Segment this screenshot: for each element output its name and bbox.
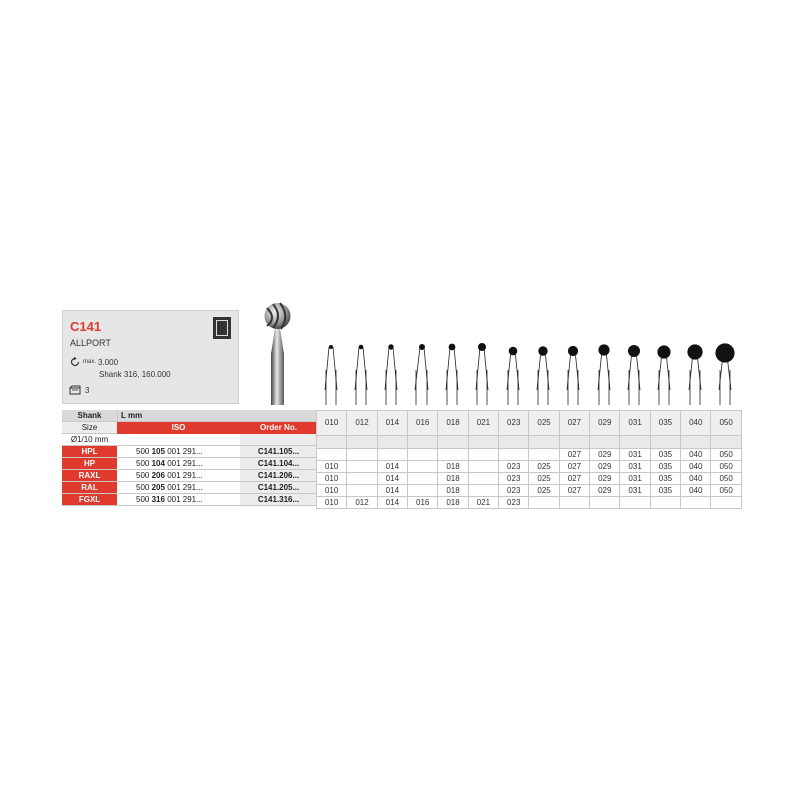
bur-shape-035 (657, 345, 670, 405)
size-cell: 031 (620, 461, 650, 473)
table-row (62, 470, 317, 482)
size-cell (408, 449, 438, 461)
size-cell: 050 (711, 449, 741, 461)
table-row (317, 461, 742, 473)
pack-info (69, 385, 89, 395)
size-cell (529, 449, 559, 461)
shank-speed: Shank 316, 160.000 (99, 370, 171, 379)
bur-shape-031 (628, 345, 640, 405)
shank-type: RAL (62, 482, 117, 494)
size-cell: 018 (438, 461, 468, 473)
length-header-fill (240, 410, 317, 422)
size-cell: 031 (620, 485, 650, 497)
order-number: C141.316... (240, 494, 317, 506)
size-cell: 029 (590, 485, 620, 497)
spec-size-row (62, 422, 317, 434)
bur-shape-040 (687, 344, 702, 405)
shank-type: FGXL (62, 494, 117, 506)
size-table (316, 410, 742, 509)
bur-shape-010 (325, 345, 337, 405)
size-cell (438, 449, 468, 461)
shank-header: Shank (62, 410, 117, 422)
size-cell: 050 (711, 485, 741, 497)
size-cell: 010 (317, 497, 347, 509)
shank-type: HPL (62, 446, 117, 458)
size-cell: 014 (377, 485, 407, 497)
size-cell: 029 (590, 461, 620, 473)
size-header-cell: 021 (468, 411, 498, 436)
order-number: C141.105... (240, 446, 317, 458)
size-cell: 014 (377, 497, 407, 509)
speed-info (69, 356, 118, 368)
iso-number: 500 205 001 291... (117, 482, 240, 494)
table-row (62, 458, 317, 470)
brand-logo-icon (213, 317, 231, 339)
spec-table (62, 410, 317, 506)
size-header: Size (62, 422, 117, 434)
iso-number: 500 206 001 291... (117, 470, 240, 482)
product-name: ALLPORT (70, 338, 111, 348)
length-header: L mm (117, 410, 240, 422)
size-cell (681, 497, 711, 509)
table-row (62, 494, 317, 506)
bur-shape-029 (598, 344, 610, 405)
size-cell: 025 (529, 485, 559, 497)
size-cell: 027 (559, 449, 589, 461)
bur-shape-021 (476, 343, 488, 405)
size-cell: 035 (650, 461, 680, 473)
bur-shape-027 (567, 346, 579, 405)
size-header-cell: 012 (347, 411, 377, 436)
pack-quantity: 3 (85, 385, 90, 395)
size-header-cell: 035 (650, 411, 680, 436)
size-cell (468, 449, 498, 461)
size-cell: 016 (408, 497, 438, 509)
table-row (317, 497, 742, 509)
spec-header-row (62, 410, 317, 422)
size-cell: 040 (681, 449, 711, 461)
size-cell (499, 449, 529, 461)
iso-header: ISO (117, 422, 240, 434)
size-cell: 029 (590, 473, 620, 485)
size-cell: 010 (317, 485, 347, 497)
size-header-row (317, 411, 742, 436)
size-cell: 010 (317, 473, 347, 485)
size-cell (529, 497, 559, 509)
bur-shape-014 (385, 344, 397, 405)
size-cell: 012 (347, 497, 377, 509)
order-number: C141.205... (240, 482, 317, 494)
size-header-cell: 031 (620, 411, 650, 436)
bur-shape-025 (537, 346, 549, 405)
size-header-cell: 025 (529, 411, 559, 436)
size-cell: 027 (559, 461, 589, 473)
size-cell: 050 (711, 461, 741, 473)
product-code: C141 (70, 319, 102, 334)
size-cell: 025 (529, 473, 559, 485)
size-cell: 040 (681, 461, 711, 473)
size-header-cell: 029 (590, 411, 620, 436)
size-cell (317, 449, 347, 461)
bur-shape-023 (507, 347, 519, 405)
size-header-cell: 040 (681, 411, 711, 436)
size-cell (408, 461, 438, 473)
order-number: C141.104... (240, 458, 317, 470)
order-header: Order No. (240, 422, 317, 434)
size-cell: 023 (499, 485, 529, 497)
size-cell: 031 (620, 449, 650, 461)
size-cell (468, 461, 498, 473)
size-header-cell: 010 (317, 411, 347, 436)
table-row (317, 449, 742, 461)
bur-shape-012 (355, 345, 367, 405)
size-cell (559, 497, 589, 509)
size-header-cell: 050 (711, 411, 741, 436)
size-header-cell: 018 (438, 411, 468, 436)
size-cell: 050 (711, 473, 741, 485)
size-cell (620, 497, 650, 509)
diameter-label: Ø1/10 mm (62, 434, 117, 446)
size-cell: 023 (499, 461, 529, 473)
size-cell (377, 449, 407, 461)
size-header-cell: 016 (408, 411, 438, 436)
size-cell: 035 (650, 473, 680, 485)
size-cell: 031 (620, 473, 650, 485)
shank-type: RAXL (62, 470, 117, 482)
size-cell: 025 (529, 461, 559, 473)
size-cell: 023 (499, 473, 529, 485)
diameter-fill (117, 434, 240, 446)
size-cell: 027 (559, 485, 589, 497)
spec-diameter-row (62, 434, 317, 446)
size-cell (711, 497, 741, 509)
bur-shape-016 (415, 344, 428, 405)
size-cell: 018 (438, 473, 468, 485)
speed-value: 3.000 (98, 357, 119, 367)
bur-shape-050 (715, 343, 734, 405)
size-cell: 018 (438, 485, 468, 497)
speed-prefix: max. (83, 359, 97, 365)
table-row (62, 446, 317, 458)
table-row (62, 482, 317, 494)
size-cell: 035 (650, 485, 680, 497)
iso-number: 500 316 001 291... (117, 494, 240, 506)
size-cell: 010 (317, 461, 347, 473)
package-icon (69, 385, 81, 395)
size-header-cell: 027 (559, 411, 589, 436)
size-cell (650, 497, 680, 509)
size-cell (347, 461, 377, 473)
size-cell: 029 (590, 449, 620, 461)
size-cell (468, 473, 498, 485)
size-cell: 023 (499, 497, 529, 509)
size-cell (468, 485, 498, 497)
size-cell: 018 (438, 497, 468, 509)
size-cell: 014 (377, 461, 407, 473)
size-cell (347, 473, 377, 485)
size-cell: 040 (681, 473, 711, 485)
size-cell: 021 (468, 497, 498, 509)
rotation-icon (69, 356, 81, 368)
size-cell (590, 497, 620, 509)
size-cell (408, 473, 438, 485)
size-cell: 014 (377, 473, 407, 485)
table-row (317, 485, 742, 497)
iso-number: 500 105 001 291... (117, 446, 240, 458)
bur-shape-018 (446, 344, 458, 405)
size-cell: 027 (559, 473, 589, 485)
size-spacer-row (317, 436, 742, 449)
shank-type: HP (62, 458, 117, 470)
bur-photo (255, 298, 300, 406)
size-header-cell: 023 (499, 411, 529, 436)
size-header-cell: 014 (377, 411, 407, 436)
size-cell: 035 (650, 449, 680, 461)
order-number: C141.206... (240, 470, 317, 482)
size-cell (408, 485, 438, 497)
size-cell (347, 449, 377, 461)
product-info-box (62, 310, 239, 404)
bur-size-drawings (316, 335, 741, 405)
size-cell (347, 485, 377, 497)
diameter-fill-order (240, 434, 317, 446)
iso-number: 500 104 001 291... (117, 458, 240, 470)
table-row (317, 473, 742, 485)
size-cell: 040 (681, 485, 711, 497)
